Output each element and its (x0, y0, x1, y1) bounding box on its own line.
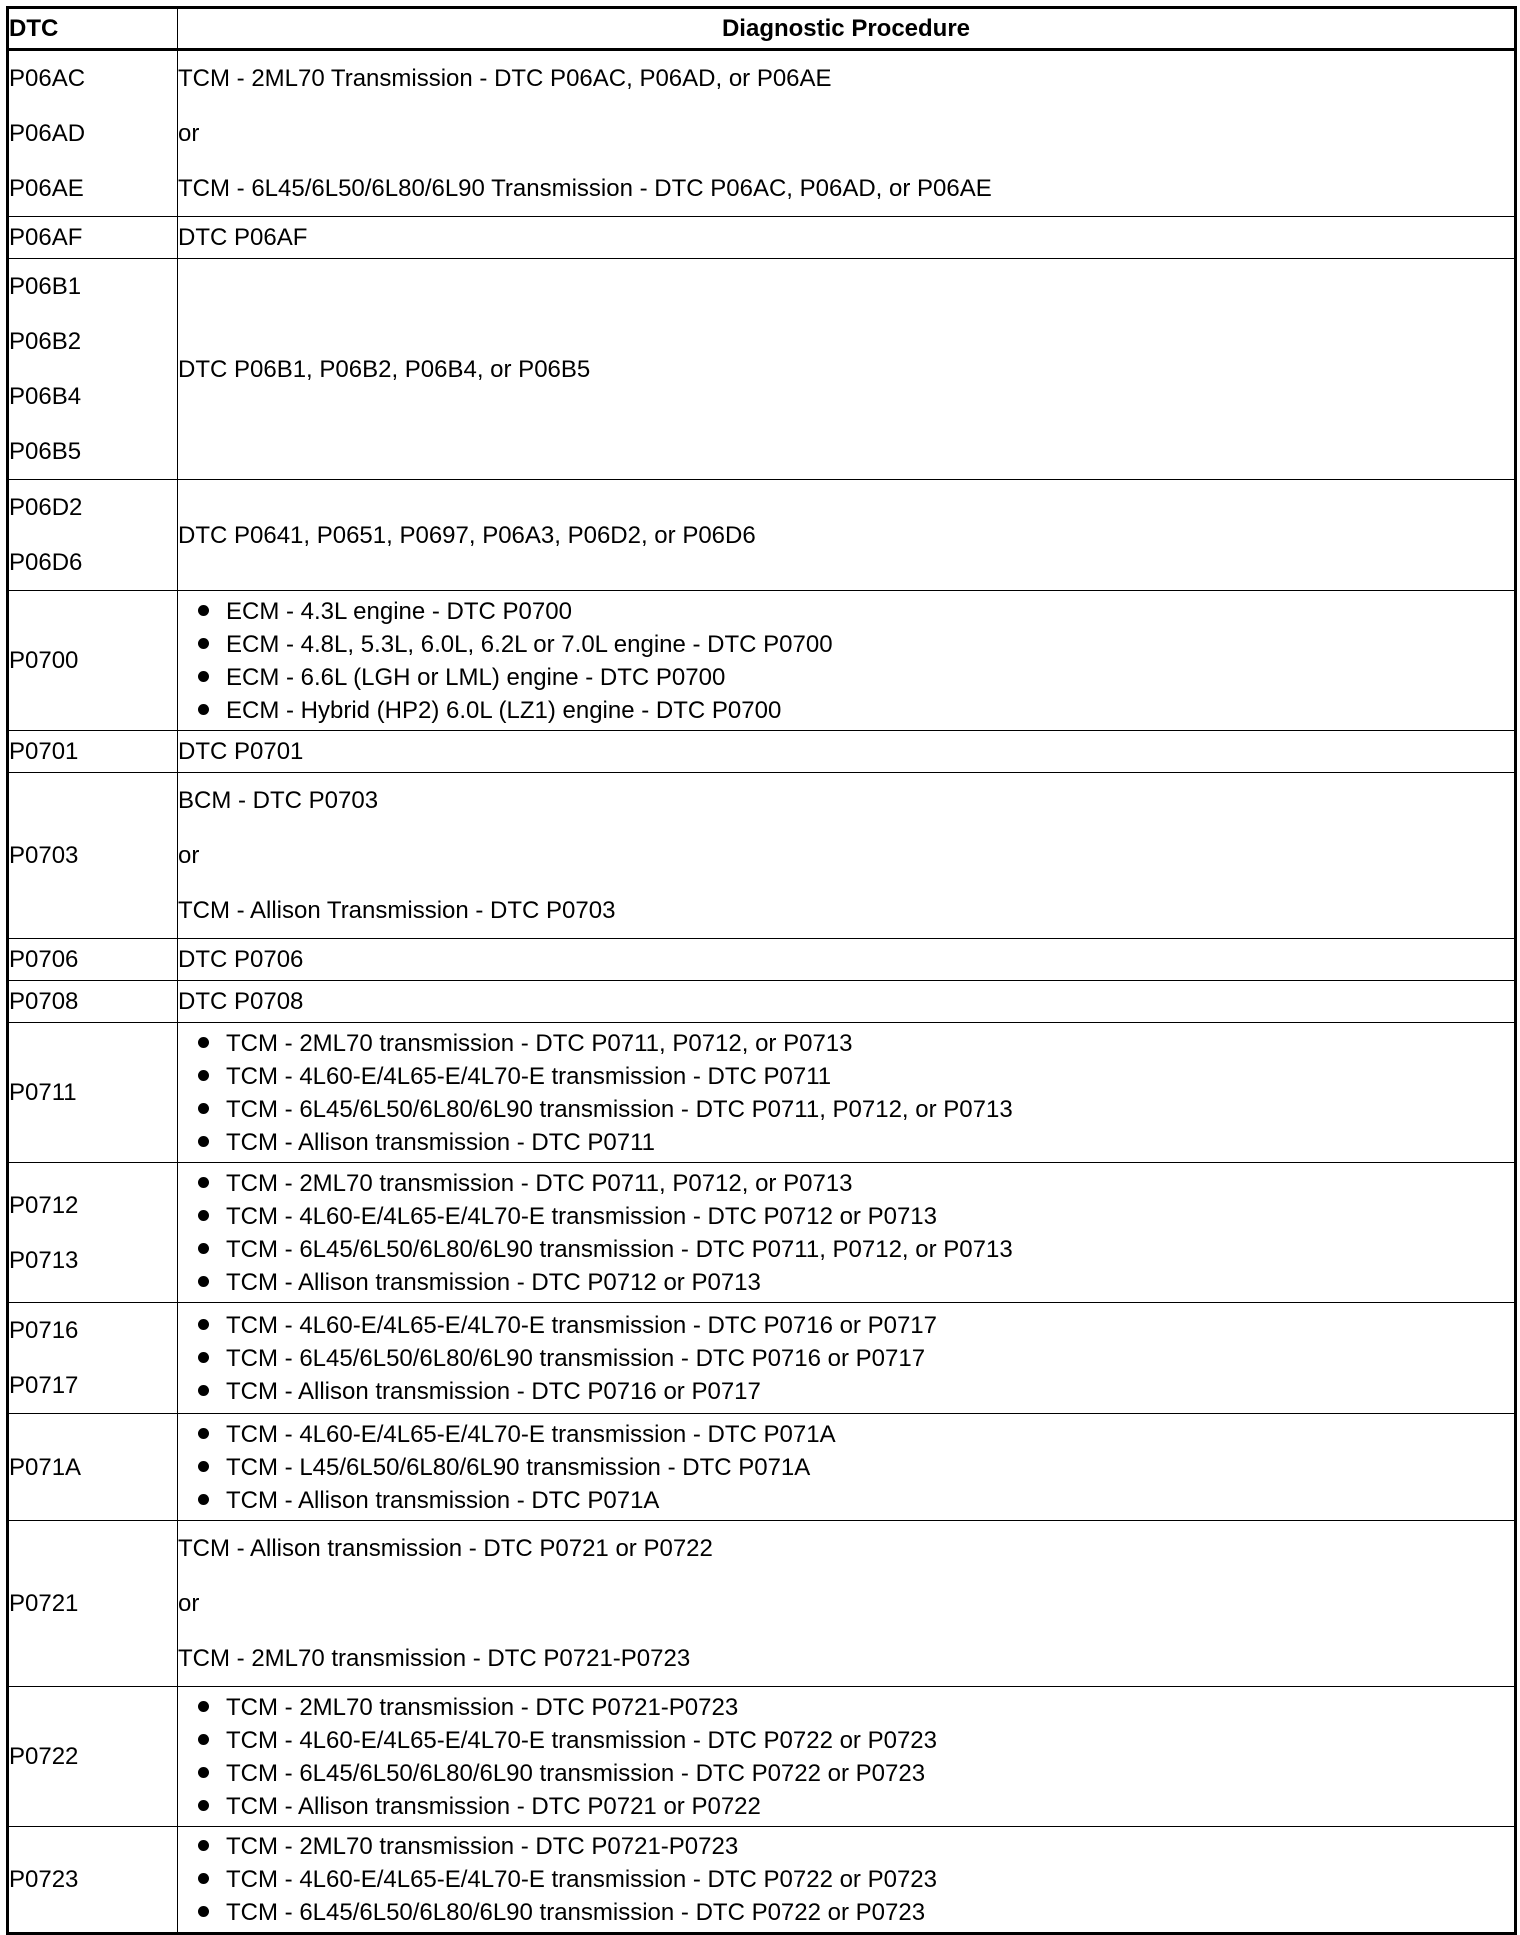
procedure-text: TCM - 2ML70 Transmission - DTC P06AC, P06AD, or P06AE (178, 65, 832, 92)
table-header-row (8, 8, 1516, 50)
bullet-icon (198, 1873, 209, 1884)
dtc-code: P0701 (9, 738, 79, 765)
diagnostic-procedure-cell (178, 731, 1516, 773)
bullet-icon (198, 1352, 209, 1363)
table-row (8, 773, 1516, 939)
diagnostic-procedure-cell (178, 981, 1516, 1023)
bullet-icon (198, 1210, 209, 1221)
procedure-text: DTC P06B1, P06B2, P06B4, or P06B5 (178, 355, 591, 383)
procedure-text: TCM - Allison transmission - DTC P0721 or P0722 (178, 1535, 713, 1562)
procedure-link-text: TCM - Allison transmission - DTC P0716 or P0717 (226, 1377, 761, 1405)
procedure-text: TCM - 2ML70 transmission - DTC P0721-P0723 (178, 1645, 691, 1672)
table-row (8, 939, 1516, 981)
procedure-link-text: TCM - 6L45/6L50/6L80/6L90 transmission - DTC P0711, P0712, or P0713 (226, 1235, 1013, 1263)
bullet-icon (198, 1840, 209, 1851)
dtc-code: P06D2 (9, 494, 83, 521)
dtc-code: P06AC (9, 65, 86, 92)
procedure-link-text: TCM - L45/6L50/6L80/6L90 transmission - DTC P071A (226, 1453, 811, 1481)
dtc-code: P0717 (9, 1372, 79, 1399)
diagnostic-procedure-cell (178, 1303, 1516, 1414)
bullet-icon (198, 671, 209, 682)
dtc-code: P0703 (9, 842, 79, 869)
procedure-bullet-list (178, 1830, 1514, 1929)
procedure-bullet-item (198, 1724, 1514, 1757)
diagnostic-procedure-cell (178, 939, 1516, 981)
dtc-code: P06B2 (9, 328, 82, 355)
bullet-icon (198, 605, 209, 616)
procedure-link-text: TCM - 2ML70 transmission - DTC P0711, P0712, or P0713 (226, 1029, 853, 1057)
procedure-text: BCM - DTC P0703 (178, 787, 379, 814)
dtc-code-cell (8, 259, 178, 480)
procedure-link-text: TCM - 4L60-E/4L65-E/4L70-E transmission - DTC P0722 or P0723 (226, 1726, 937, 1754)
procedure-link-text: TCM - 4L60-E/4L65-E/4L70-E transmission - DTC P0716 or P0717 (226, 1311, 937, 1339)
procedure-link-text: TCM - 2ML70 transmission - DTC P0721-P0723 (226, 1693, 739, 1721)
diagnostic-procedure-cell (178, 591, 1516, 731)
diagnostic-procedure-cell (178, 1414, 1516, 1521)
procedure-bullet-item (198, 1757, 1514, 1790)
table-row (8, 217, 1516, 259)
dtc-code-cell (8, 591, 178, 731)
dtc-code: P06AE (9, 175, 84, 202)
procedure-bullet-item (198, 1342, 1514, 1375)
bullet-icon (198, 1319, 209, 1330)
procedure-text: DTC P06AF (178, 224, 308, 251)
dtc-code-cell (8, 1163, 178, 1303)
procedure-bullet-item (198, 661, 1514, 694)
bullet-icon (198, 1767, 209, 1778)
bullet-icon (198, 1701, 209, 1712)
table-row (8, 1827, 1516, 1934)
procedure-link-text: ECM - 4.3L engine - DTC P0700 (226, 597, 572, 625)
procedure-bullet-list (178, 1309, 1514, 1408)
procedure-link-text: TCM - 6L45/6L50/6L80/6L90 transmission - DTC P0716 or P0717 (226, 1344, 926, 1372)
dtc-code-cell (8, 1414, 178, 1521)
procedure-link-text: ECM - 4.8L, 5.3L, 6.0L, 6.2L or 7.0L engine - DTC P0700 (226, 630, 833, 658)
procedure-bullet-item (198, 595, 1514, 628)
procedure-bullet-list (178, 1027, 1514, 1159)
table-row (8, 1687, 1516, 1827)
procedure-bullet-item (198, 1233, 1514, 1266)
table-row (8, 731, 1516, 773)
diagnostic-procedure-cell (178, 1521, 1516, 1687)
procedure-bullet-item (198, 1418, 1514, 1451)
bullet-icon (198, 704, 209, 715)
procedure-bullet-item (198, 1027, 1514, 1060)
procedure-bullet-item (198, 628, 1514, 661)
document-page (6, 6, 1514, 1935)
dtc-code: P071A (9, 1453, 82, 1481)
procedure-link-text: TCM - 2ML70 transmission - DTC P0711, P0712, or P0713 (226, 1169, 853, 1197)
table-row (8, 1163, 1516, 1303)
diagnostic-procedure-cell (178, 50, 1516, 217)
dtc-code: P0723 (9, 1866, 79, 1893)
procedure-bullet-item (198, 694, 1514, 727)
bullet-icon (198, 1906, 209, 1917)
table-row (8, 1521, 1516, 1687)
dtc-code: P0713 (9, 1246, 79, 1274)
procedure-bullet-list (178, 595, 1514, 727)
table-row (8, 591, 1516, 731)
procedure-bullet-item (198, 1309, 1514, 1342)
bullet-icon (198, 1385, 209, 1396)
bullet-icon (198, 1243, 209, 1254)
dtc-code-cell (8, 50, 178, 217)
dtc-code: P06B5 (9, 438, 82, 465)
bullet-icon (198, 1136, 209, 1147)
bullet-icon (198, 1494, 209, 1505)
diagnostic-procedure-cell (178, 1687, 1516, 1827)
diagnostic-procedure-cell (178, 1023, 1516, 1163)
dtc-code-cell (8, 981, 178, 1023)
procedure-bullet-item (198, 1790, 1514, 1823)
procedure-link-text: TCM - 6L45/6L50/6L80/6L90 transmission - DTC P0722 or P0723 (226, 1759, 926, 1787)
procedure-link-text: TCM - 6L45/6L50/6L80/6L90 transmission - DTC P0722 or P0723 (226, 1899, 926, 1926)
dtc-code: P06B4 (9, 383, 82, 410)
diagnostic-procedure-cell (178, 259, 1516, 480)
dtc-code: P0721 (9, 1590, 79, 1617)
bullet-icon (198, 1037, 209, 1048)
bullet-icon (198, 1734, 209, 1745)
dtc-code: P0708 (9, 988, 79, 1015)
procedure-bullet-item (198, 1484, 1514, 1517)
table-row (8, 981, 1516, 1023)
procedure-text: TCM - Allison Transmission - DTC P0703 (178, 897, 616, 924)
procedure-link-text: ECM - Hybrid (HP2) 6.0L (LZ1) engine - DTC P0700 (226, 696, 782, 724)
dtc-code-cell (8, 1827, 178, 1934)
table-row (8, 1023, 1516, 1163)
procedure-bullet-item (198, 1863, 1514, 1896)
procedure-or-separator: or (178, 1590, 200, 1617)
procedure-bullet-item (198, 1266, 1514, 1299)
diagnostic-procedure-cell (178, 1827, 1516, 1934)
procedure-bullet-item (198, 1060, 1514, 1093)
dtc-code-cell (8, 1521, 178, 1687)
procedure-bullet-item (198, 1691, 1514, 1724)
dtc-code: P06AF (9, 224, 83, 251)
dtc-code-cell (8, 1023, 178, 1163)
table-row (8, 1303, 1516, 1414)
bullet-icon (198, 1428, 209, 1439)
procedure-text: DTC P0706 (178, 946, 304, 973)
procedure-bullet-list (178, 1691, 1514, 1823)
procedure-bullet-list (178, 1418, 1514, 1517)
procedure-link-text: TCM - 4L60-E/4L65-E/4L70-E transmission - DTC P0722 or P0723 (226, 1866, 937, 1893)
bullet-icon (198, 638, 209, 649)
dtc-code: P06D6 (9, 549, 83, 576)
procedure-or-separator: or (178, 120, 200, 147)
procedure-bullet-list (178, 1167, 1514, 1299)
table-row (8, 1414, 1516, 1521)
bullet-icon (198, 1177, 209, 1188)
table-body (8, 50, 1516, 1934)
procedure-link-text: TCM - 6L45/6L50/6L80/6L90 transmission - DTC P0711, P0712, or P0713 (226, 1095, 1013, 1123)
procedure-text: DTC P0708 (178, 988, 304, 1015)
bullet-icon (198, 1276, 209, 1287)
diagnostic-procedure-cell (178, 217, 1516, 259)
bullet-icon (198, 1461, 209, 1472)
dtc-code: P0712 (9, 1191, 79, 1219)
dtc-code: P06AD (9, 120, 86, 147)
dtc-code-cell (8, 480, 178, 591)
procedure-link-text: TCM - 4L60-E/4L65-E/4L70-E transmission - DTC P0711 (226, 1062, 832, 1090)
dtc-code: P0716 (9, 1317, 79, 1344)
procedure-link-text: TCM - Allison transmission - DTC P0712 or P0713 (226, 1268, 761, 1296)
procedure-link-text: TCM - Allison transmission - DTC P071A (226, 1486, 660, 1514)
dtc-table (6, 6, 1517, 1935)
procedure-bullet-item (198, 1200, 1514, 1233)
dtc-code: P0711 (9, 1079, 77, 1106)
dtc-code-cell (8, 1687, 178, 1827)
procedure-text: DTC P0641, P0651, P0697, P06A3, P06D2, or P06D6 (178, 521, 756, 549)
procedure-bullet-item (198, 1093, 1514, 1126)
procedure-link-text: TCM - 2ML70 transmission - DTC P0721-P0723 (226, 1833, 739, 1860)
procedure-bullet-item (198, 1167, 1514, 1200)
procedure-text: DTC P0701 (178, 738, 304, 765)
bullet-icon (198, 1070, 209, 1081)
dtc-code: P06B1 (9, 273, 82, 300)
dtc-code-cell (8, 773, 178, 939)
diagnostic-procedure-cell (178, 480, 1516, 591)
procedure-bullet-item (198, 1375, 1514, 1408)
dtc-code-cell (8, 939, 178, 981)
diagnostic-procedure-cell (178, 1163, 1516, 1303)
procedure-or-separator: or (178, 842, 200, 869)
procedure-link-text: ECM - 6.6L (LGH or LML) engine - DTC P0700 (226, 663, 726, 691)
header-dtc: DTC (8, 8, 178, 50)
table-row (8, 50, 1516, 217)
bullet-icon (198, 1103, 209, 1114)
procedure-bullet-item (198, 1896, 1514, 1929)
table-row (8, 259, 1516, 480)
procedure-text: TCM - 6L45/6L50/6L80/6L90 Transmission - DTC P06AC, P06AD, or P06AE (178, 175, 992, 202)
procedure-link-text: TCM - Allison transmission - DTC P0721 or P0722 (226, 1792, 761, 1820)
dtc-code: P0706 (9, 946, 79, 973)
header-diagnostic-procedure: Diagnostic Procedure (178, 8, 1516, 50)
procedure-bullet-item (198, 1451, 1514, 1484)
dtc-code-cell (8, 1303, 178, 1414)
table-row (8, 480, 1516, 591)
dtc-code: P0722 (9, 1743, 79, 1770)
procedure-bullet-item (198, 1830, 1514, 1863)
procedure-link-text: TCM - 4L60-E/4L65-E/4L70-E transmission - DTC P0712 or P0713 (226, 1202, 937, 1230)
procedure-link-text: TCM - 4L60-E/4L65-E/4L70-E transmission - DTC P071A (226, 1420, 836, 1448)
dtc-code-cell (8, 217, 178, 259)
dtc-code: P0700 (9, 647, 79, 674)
bullet-icon (198, 1800, 209, 1811)
diagnostic-procedure-cell (178, 773, 1516, 939)
procedure-bullet-item (198, 1126, 1514, 1159)
procedure-link-text: TCM - Allison transmission - DTC P0711 (226, 1128, 655, 1156)
dtc-code-cell (8, 731, 178, 773)
